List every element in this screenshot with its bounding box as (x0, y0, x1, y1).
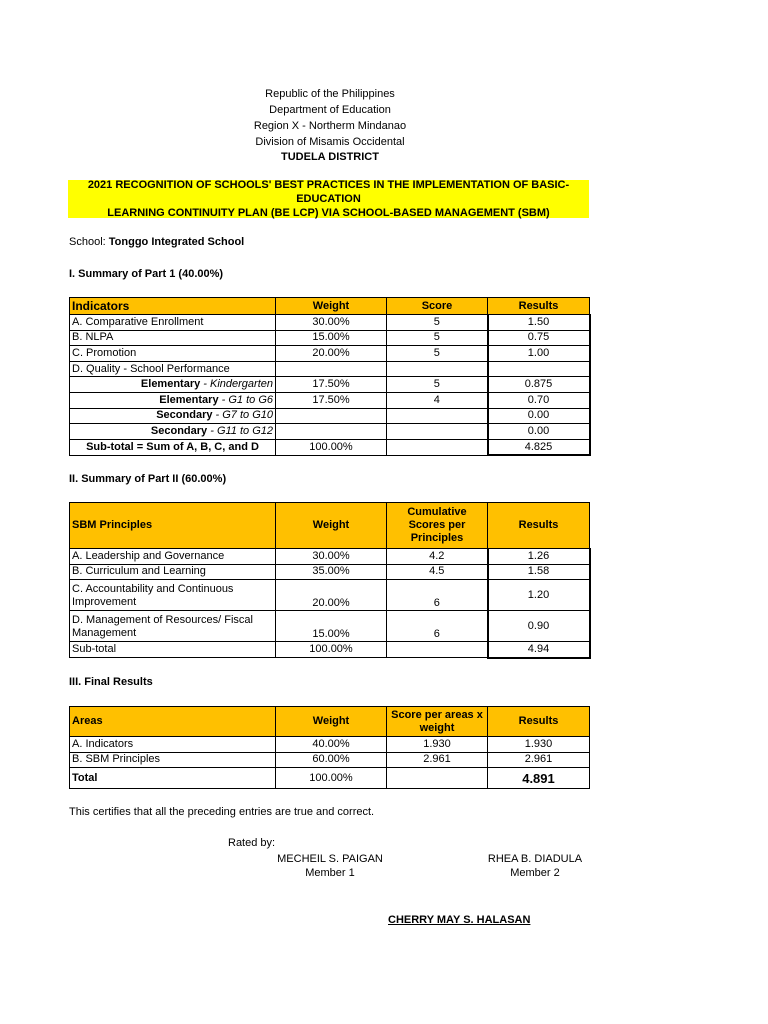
principle-label (70, 580, 276, 611)
school-label: School: (69, 236, 106, 248)
result-cell: 1.930 (488, 737, 590, 753)
subtotal-label: Sub-total = Sum of A, B, C, and D (70, 439, 276, 455)
total-result: 4.891 (488, 768, 590, 789)
header-results: Results (488, 707, 590, 737)
header-weight: Weight (276, 707, 387, 737)
indicator-label: D. Quality - School Performance (70, 361, 276, 377)
score-cell (387, 439, 488, 455)
grade-range: - G11 to G12 (207, 424, 273, 437)
score-cell (387, 408, 488, 424)
score-cell: 5 (387, 315, 488, 331)
part3-header-row (70, 707, 590, 737)
result-cell: 1.50 (488, 315, 590, 331)
score-cell: 6 (387, 611, 488, 642)
principle-line-2: Improvement (72, 596, 137, 609)
weight-cell: 17.50% (276, 377, 387, 393)
certification-text: This certifies that all the preceding entries are true and correct. (69, 806, 375, 818)
weight-cell: 30.00% (276, 549, 387, 565)
score-cell: 5 (387, 377, 488, 393)
header-division: Division of Misamis Occidental (255, 136, 405, 148)
header-indicators: Indicators (70, 298, 276, 315)
table-row (70, 315, 590, 331)
table-row (70, 392, 590, 408)
indicator-label (70, 408, 276, 424)
signatory-2 (455, 853, 615, 879)
subtotal-label: Sub-total (70, 642, 276, 658)
table-row (70, 549, 590, 565)
grade-range: - G1 to G6 (218, 393, 273, 406)
indicator-label: A. Comparative Enrollment (70, 315, 276, 331)
level-name: Elementary (159, 393, 219, 406)
result-cell: 0.00 (488, 408, 590, 424)
table-row (70, 564, 590, 580)
header-cumulative-scores: Cumulative Scores per Principles (387, 503, 488, 549)
weight-cell: 15.00% (276, 330, 387, 346)
indicator-label: B. NLPA (70, 330, 276, 346)
weight-cell: 15.00% (276, 611, 387, 642)
table-row (70, 737, 590, 753)
result-cell: 4.94 (488, 642, 590, 658)
weight-cell: 35.00% (276, 564, 387, 580)
table-row (70, 752, 590, 768)
weight-cell: 20.00% (276, 346, 387, 362)
score-cell (387, 768, 488, 789)
header-sbm-principles: SBM Principles (70, 503, 276, 549)
score-cell: 2.961 (387, 752, 488, 768)
grade-range: - Kindergarten (200, 378, 273, 391)
table-row (70, 611, 590, 642)
score-cell: 6 (387, 580, 488, 611)
part1-header-row (70, 298, 590, 315)
result-cell: 1.20 (488, 580, 590, 611)
title-banner (68, 180, 589, 218)
school-line (69, 236, 244, 248)
total-row (70, 768, 590, 789)
result-cell: 0.90 (488, 611, 590, 642)
header-score: Score (387, 298, 488, 315)
total-label: Total (70, 768, 276, 789)
table-row (70, 377, 590, 393)
level-name: Secondary (150, 424, 208, 437)
result-cell: 1.58 (488, 564, 590, 580)
result-cell: 0.875 (488, 377, 590, 393)
table-row (70, 346, 590, 362)
header-results: Results (488, 298, 590, 315)
subtotal-row (70, 642, 590, 658)
part1-table (69, 297, 591, 456)
rated-by-label: Rated by: (228, 837, 276, 849)
header-district: TUDELA DISTRICT (281, 151, 379, 163)
table-row (70, 580, 590, 611)
header-areas: Areas (70, 707, 276, 737)
signatory-role: Member 1 (305, 867, 355, 879)
table-row (70, 408, 590, 424)
chair-name: CHERRY MAY S. HALASAN (388, 914, 531, 926)
score-cell (387, 642, 488, 658)
part3-table (69, 706, 590, 789)
score-cell (387, 361, 488, 377)
header-deped: Department of Education (269, 104, 391, 116)
weight-cell: 40.00% (276, 737, 387, 753)
weight-cell: 30.00% (276, 315, 387, 331)
table-row (70, 330, 590, 346)
weight-cell: 100.00% (276, 642, 387, 658)
weight-cell (276, 361, 387, 377)
principle-label: A. Leadership and Governance (70, 549, 276, 565)
principle-line-1: C. Accountability and Continuous (72, 583, 234, 596)
signatory-name: RHEA B. DIADULA (487, 853, 583, 865)
result-cell: 2.961 (488, 752, 590, 768)
part3-title: III. Final Results (69, 676, 153, 688)
header-region: Region X - Northerm Mindanao (253, 120, 407, 132)
principle-line-2: Management (72, 627, 137, 640)
score-cell: 4 (387, 392, 488, 408)
weight-cell (276, 424, 387, 440)
score-cell: 1.930 (387, 737, 488, 753)
school-name: Tonggo Integrated School (108, 236, 245, 248)
result-cell: 1.00 (488, 346, 590, 362)
weight-cell: 100.00% (276, 768, 387, 789)
header-weight: Weight (276, 503, 387, 549)
table-row (70, 361, 590, 377)
score-cell: 5 (387, 330, 488, 346)
part2-header-row (70, 503, 590, 549)
part2-title: II. Summary of Part II (60.00%) (69, 473, 227, 485)
indicator-label (70, 424, 276, 440)
grade-range: - G7 to G10 (212, 409, 273, 422)
result-cell: 4.825 (488, 439, 590, 455)
score-cell: 4.5 (387, 564, 488, 580)
result-cell: 0.70 (488, 392, 590, 408)
weight-cell: 100.00% (276, 439, 387, 455)
table-row (70, 424, 590, 440)
result-cell: 1.26 (488, 549, 590, 565)
indicator-label (70, 392, 276, 408)
level-name: Elementary (140, 378, 201, 391)
principle-label (70, 611, 276, 642)
area-label: B. SBM Principles (70, 752, 276, 768)
signatory-role: Member 2 (510, 867, 560, 879)
part2-table (69, 502, 591, 659)
score-cell (387, 424, 488, 440)
signatory-name: MECHEIL S. PAIGAN (277, 853, 383, 865)
result-cell: 0.75 (488, 330, 590, 346)
principle-line-1: D. Management of Resources/ Fiscal (72, 614, 253, 627)
header-results: Results (488, 503, 590, 549)
weight-cell: 60.00% (276, 752, 387, 768)
indicator-label (70, 377, 276, 393)
weight-cell: 20.00% (276, 580, 387, 611)
score-cell: 4.2 (387, 549, 488, 565)
header-weight: Weight (276, 298, 387, 315)
banner-line-1: 2021 RECOGNITION OF SCHOOLS' BEST PRACTICES IN THE IMPLEMENTATION OF BASIC-EDUCATION (87, 179, 570, 205)
area-label: A. Indicators (70, 737, 276, 753)
signatory-1 (250, 853, 410, 879)
weight-cell: 17.50% (276, 392, 387, 408)
level-name: Secondary (156, 409, 213, 422)
header-score-per-area: Score per areas x weight (387, 707, 488, 737)
weight-cell (276, 408, 387, 424)
result-cell: 0.00 (488, 424, 590, 440)
part1-title: I. Summary of Part 1 (40.00%) (69, 268, 224, 280)
score-cell: 5 (387, 346, 488, 362)
principle-label: B. Curriculum and Learning (70, 564, 276, 580)
header-republic: Republic of the Philippines (265, 88, 395, 100)
banner-line-2: LEARNING CONTINUITY PLAN (BE LCP) VIA SCHOOL-BASED MANAGEMENT (SBM) (107, 207, 550, 219)
result-cell (488, 361, 590, 377)
indicator-label: C. Promotion (70, 346, 276, 362)
subtotal-row (70, 439, 590, 455)
